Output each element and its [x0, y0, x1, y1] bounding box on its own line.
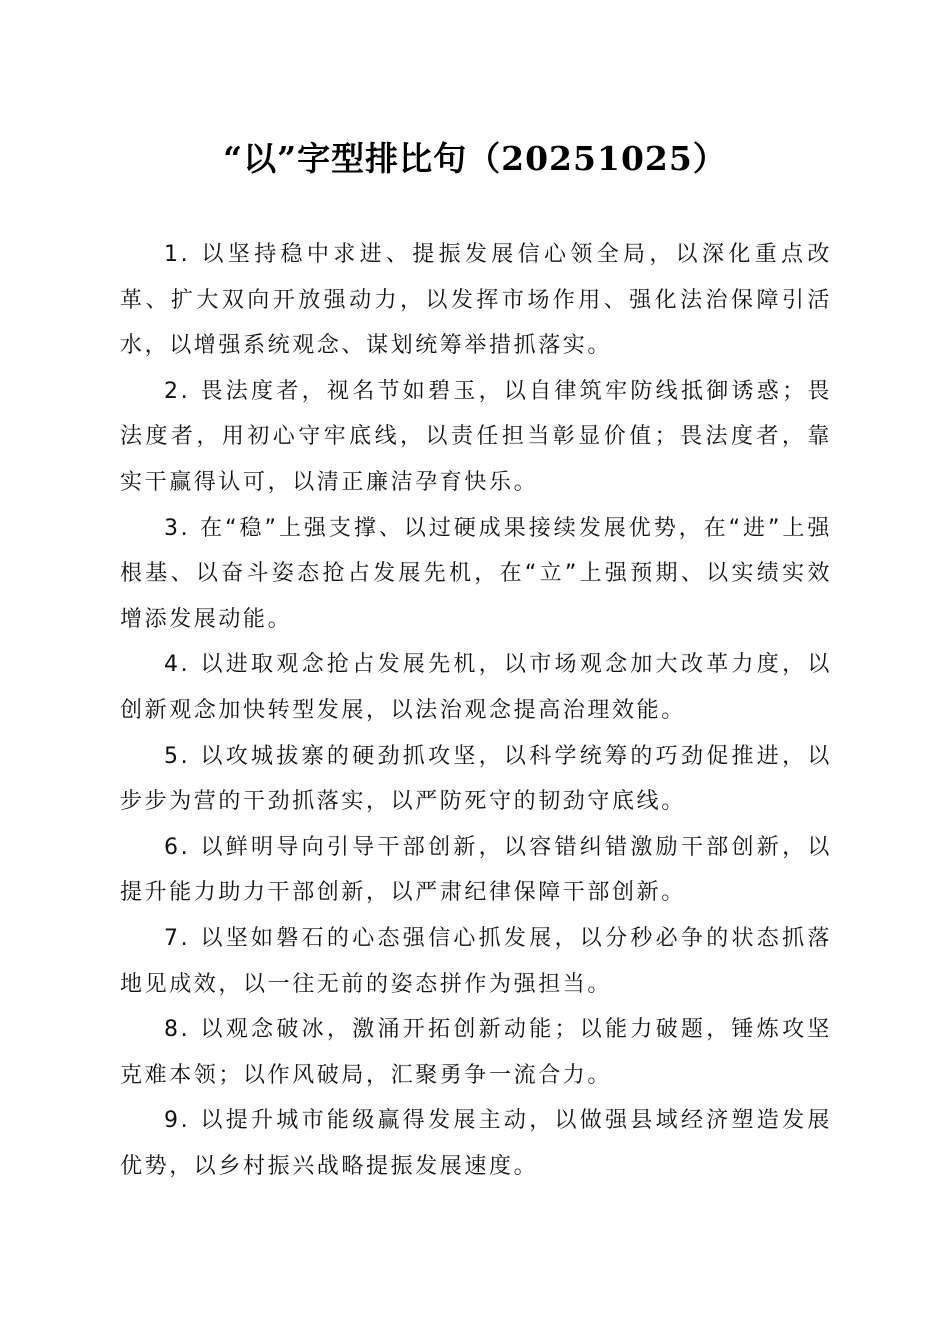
- paragraph-3: 3. 在“稳”上强支撑、以过硬成果接续发展优势，在“进”上强根基、以奋斗姿态抢占发展先机，在“立”上强预期、以实绩实效增添发展动能。: [120, 515, 832, 632]
- paragraph-7: 7. 以坚如磐石的心态强信心抓发展，以分秒必争的状态抓落地见成效，以一往无前的姿态拼作为强担当。: [120, 925, 832, 997]
- document-title: “以”字型排比句（20251025）: [223, 139, 727, 178]
- paragraph-5: 5. 以攻城拔寨的硬劲抓攻坚，以科学统筹的巧劲促推进，以步步为营的干劲抓落实，以严防死守的韧劲守底线。: [120, 743, 832, 815]
- paragraph-9: 9. 以提升城市能级赢得发展主动，以做强县域经济塑造发展优势，以乡村振兴战略提振发展速度。: [120, 1108, 832, 1179]
- paragraph-8: 8. 以观念破冰，激涌开拓创新动能；以能力破题，锤炼攻坚克难本领；以作风破局，汇聚勇争一流合力。: [120, 1017, 832, 1088]
- document-body: [120, 232, 832, 1189]
- paragraph-6: 6. 以鲜明导向引导干部创新，以容错纠错激励干部创新，以提升能力助力干部创新，以严肃纪律保障干部创新。: [120, 834, 832, 906]
- paragraph-2: 2. 畏法度者，视名节如碧玉，以自律筑牢防线抵御诱惑；畏法度者，用初心守牢底线，以责任担当彰显价值；畏法度者，靠实干赢得认可，以清正廉洁孕育快乐。: [120, 378, 832, 495]
- paragraph-4: 4. 以进取观念抢占发展先机，以市场观念加大改革力度，以创新观念加快转型发展，以法治观念提高治理效能。: [120, 652, 832, 723]
- paragraph-1: 1. 以坚持稳中求进、提振发展信心领全局，以深化重点改革、扩大双向开放强动力，以发挥市场作用、强化法治保障引活水，以增强系统观念、谋划统筹举措抓落实。: [120, 242, 832, 359]
